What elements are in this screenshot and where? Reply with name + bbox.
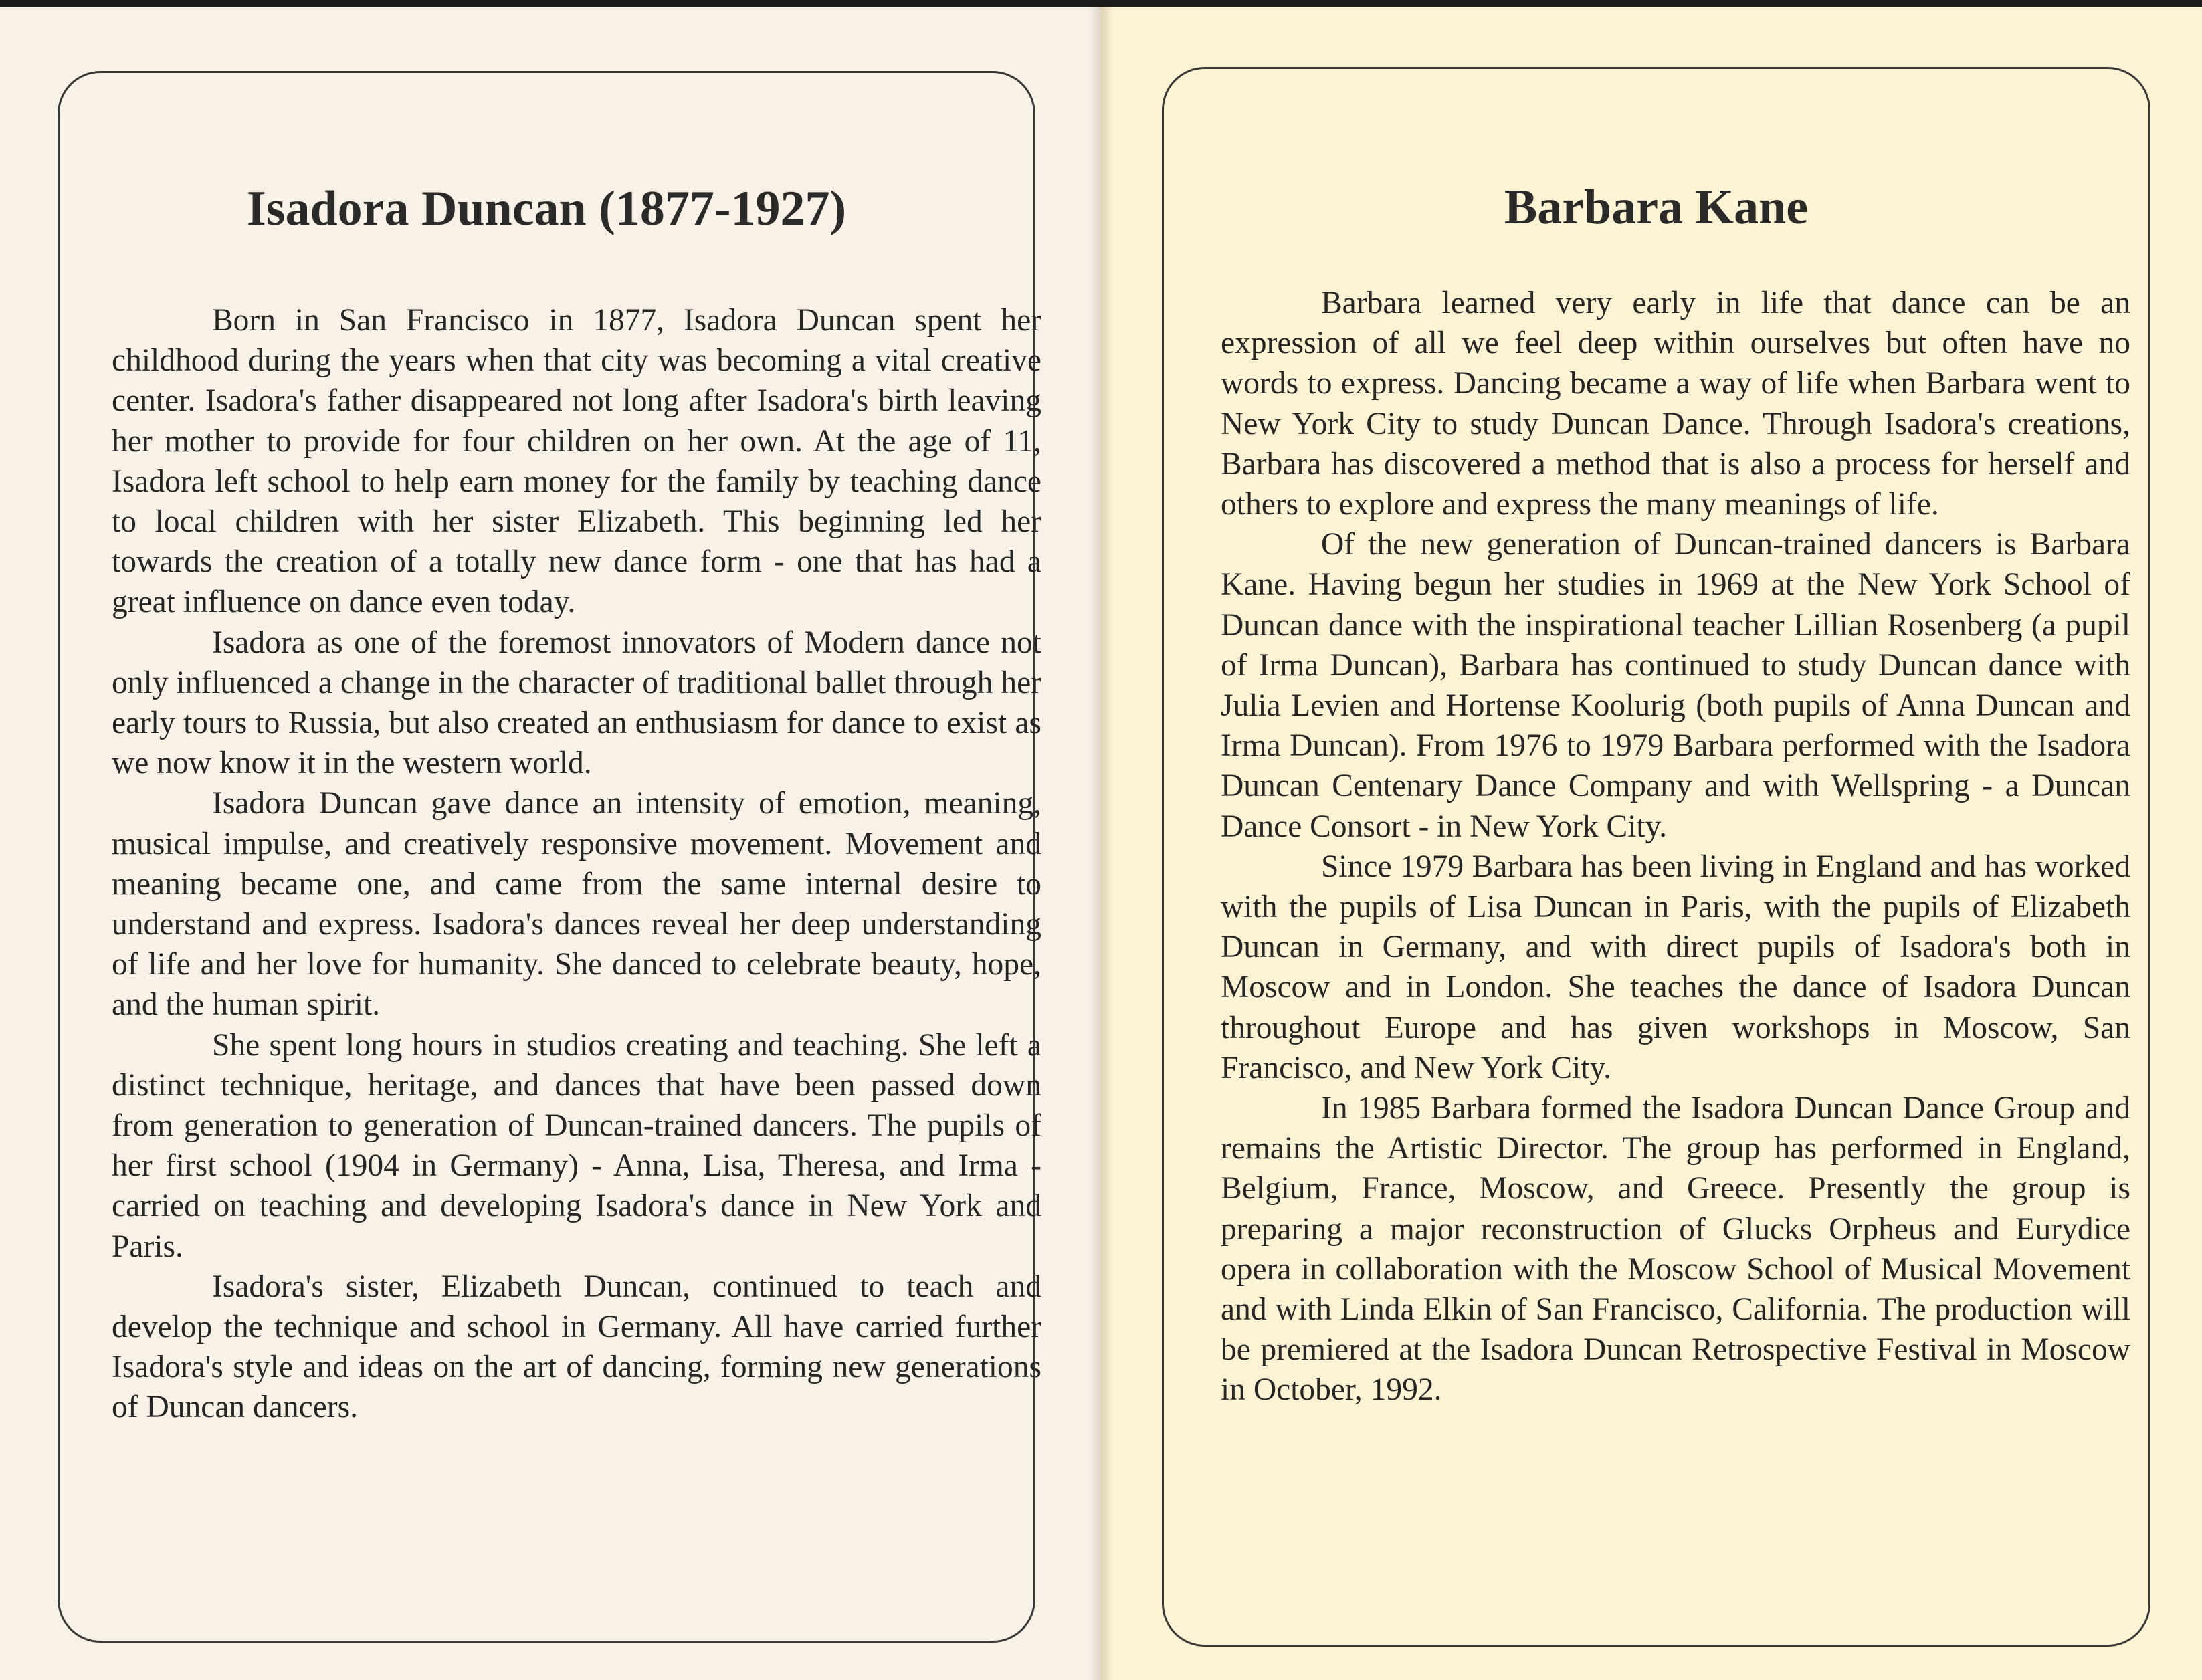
left-paragraph: Isadora's sister, Elizabeth Duncan, continued to teach and develop the technique and school in Germany. All have carried further Isadora's style and ideas on the art of dancing, forming new generations of Duncan dancers. <box>112 1269 1041 1425</box>
left-paragraph: Isadora as one of the foremost innovators of Modern dance not only influenced a change in the character of traditional ballet through her early tours to Russia, but also created an enthusiasm for dance to exist as we now know it in the western world. <box>112 625 1041 781</box>
scan-top-edge <box>0 0 2202 7</box>
left-page-frame <box>58 71 1041 1643</box>
right-page-title: Barbara Kane <box>1504 180 1809 235</box>
left-paragraph: She spent long hours in studios creating and teaching. She left a distinct technique, heritage, and dances that have been passed down from generation to generation of Duncan-trained dancers. The pupils of her first school (1904 in Germany) - Anna, Lisa, Theresa, and Irma - carried on teaching and developing Isadora's dance in New York and Paris. <box>112 1027 1041 1264</box>
left-paragraph: Born in San Francisco in 1877, Isadora Duncan spent her childhood during the years when that city was becoming a vital creative center. Isadora's father disappeared not long after Isadora's birth leaving her mother to provide for four children on her own. At the age of 11, Isadora left school to help earn money for the family by teaching dance to local children with her sister Elizabeth. This beginning led her towards the creation of a totally new dance form - one that has had a great influence on dance even today. <box>112 303 1041 620</box>
left-paragraph: Isadora Duncan gave dance an intensity of emotion, meaning, musical impulse, and creatively responsive movement. Movement and meaning became one, and came from the same internal desire to understand and express. Isadora's dances reveal her deep understanding of life and her love for humanity. She danced to celebrate beauty, hope, and the human spirit. <box>112 786 1041 1023</box>
left-page-title: Isadora Duncan (1877-1927) <box>246 181 847 236</box>
right-page-frame <box>1162 67 2150 1647</box>
right-paragraph: In 1985 Barbara formed the Isadora Duncan Dance Group and remains the Artistic Director. The group has performed in England, Belgium, France, Moscow, and Greece. Presently the group is preparing a major reconstruction of Glucks Orpheus and Eurydice opera in collaboration with the Moscow School of Musical Movement and with Linda Elkin of San Francisco, California. The production will be premiered at the Isadora Duncan Retrospective Festival in Moscow in October, 1992. <box>1221 1091 2130 1408</box>
right-paragraph: Barbara learned very early in life that dance can be an expression of all we feel deep within ourselves but often have no words to express. Dancing became a way of life when Barbara went to New York City to study Duncan Dance. Through Isadora's creations, Barbara has discovered a method that is also a process for herself and others to explore and express the many meanings of life. <box>1221 286 2130 522</box>
right-paragraph: Since 1979 Barbara has been living in England and has worked with the pupils of Lisa Duncan in Paris, with the pupils of Elizabeth Duncan in Germany, and with direct pupils of Isadora's both in Moscow and in London. She teaches the dance of Isadora Duncan throughout Europe and has given workshops in Moscow, San Francisco, and New York City. <box>1221 849 2130 1085</box>
right-page-body <box>1221 283 2130 1410</box>
booklet-spine <box>1089 7 1113 1680</box>
right-paragraph: Of the new generation of Duncan-trained dancers is Barbara Kane. Having begun her studies in 1969 at the New York School of Duncan dance with the inspirational teacher Lillian Rosenberg (a pupil of Irma Duncan), Barbara has continued to study Duncan dance with Julia Levien and Hortense Koolurig (both pupils of Anna Duncan and Irma Duncan). From 1976 to 1979 Barbara performed with the Isadora Duncan Centenary Dance Company and with Wellspring - a Duncan Dance Consort - in New York City. <box>1221 527 2130 844</box>
left-page-body <box>112 300 1041 1428</box>
